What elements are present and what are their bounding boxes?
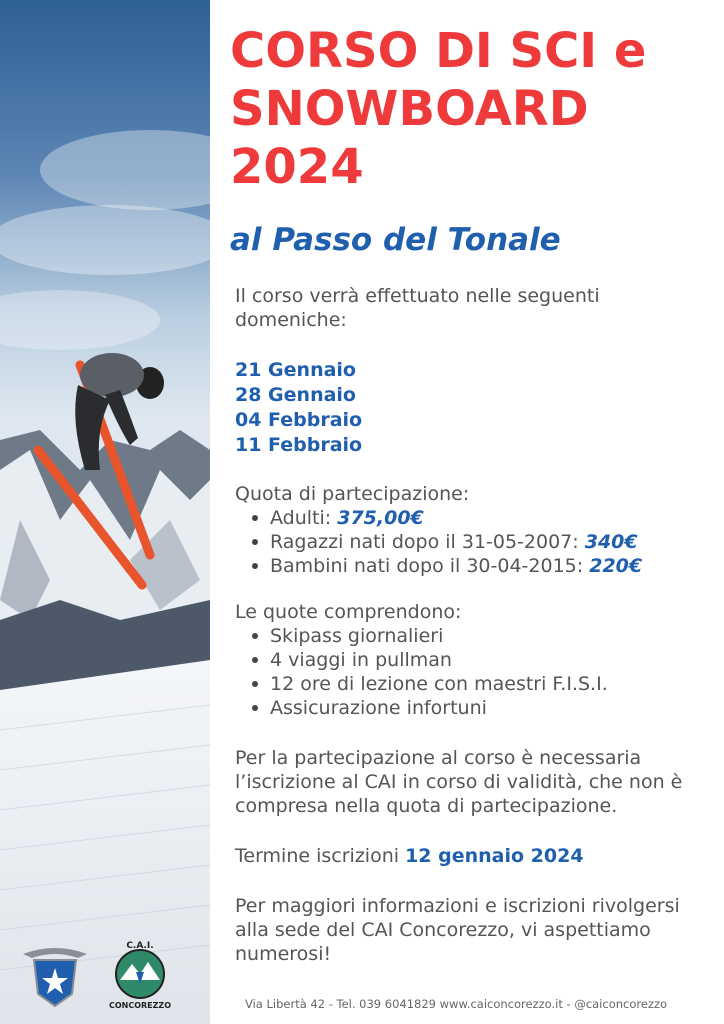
fee-price: 340€ (584, 531, 638, 553)
date-item: 04 Febbraio (235, 409, 363, 431)
fee-price: 220€ (589, 555, 643, 577)
include-item: Skipass giornalieri (248, 624, 710, 648)
fee-item (248, 530, 710, 554)
fee-price: 375,00€ (337, 507, 424, 529)
deadline (235, 844, 710, 868)
fee-item (248, 506, 710, 530)
includes-heading: Le quote comprendono: (235, 601, 462, 623)
logo-top-text: C.A.I. (126, 941, 154, 951)
fees-list (230, 506, 710, 578)
flyer-content (230, 22, 710, 966)
fee-label: Bambini nati dopo il 30-04-2015: (270, 555, 590, 577)
date-item: 28 Gennaio (235, 384, 356, 406)
fees-heading: Quota di partecipazione: (235, 483, 470, 505)
requirement-text: Per la partecipazione al corso è necessaria l’iscrizione al CAI in corso di validità, che non è compresa nella quota di partecipazione. (235, 747, 683, 817)
page-title (230, 22, 710, 196)
cai-eagle-logo (20, 938, 90, 1010)
date-list (235, 358, 715, 458)
deadline-date: 12 gennaio 2024 (405, 845, 584, 867)
deadline-label: Termine iscrizioni (235, 845, 406, 867)
info-text: Per maggiori informazioni e iscrizioni rivolgersi alla sede del CAI Concorezzo, vi aspettiamo numerosi! (235, 895, 680, 965)
date-item: 11 Febbraio (235, 434, 363, 456)
footer-contact: Via Libertà 42 - Tel. 039 6041829 www.caiconcorezzo.it - @caiconcorezzo (245, 997, 668, 1011)
date-item: 21 Gennaio (235, 359, 356, 381)
fee-label: Ragazzi nati dopo il 31-05-2007: (270, 531, 585, 553)
title-line-2: SNOWBOARD (230, 81, 589, 137)
intro-text: Il corso verrà effettuato nelle seguenti domeniche: (235, 285, 600, 331)
include-item: 4 viaggi in pullman (248, 648, 710, 672)
title-line-1: CORSO DI SCI e (230, 23, 647, 79)
fee-label: Adulti: (270, 507, 338, 529)
cai-concorezzo-logo (108, 938, 172, 1010)
subtitle: al Passo del Tonale (230, 222, 561, 258)
includes-list (230, 624, 710, 720)
fee-item (248, 554, 710, 578)
include-item: Assicurazione infortuni (248, 696, 710, 720)
title-line-3: 2024 (230, 139, 364, 195)
include-item: 12 ore di lezione con maestri F.I.S.I. (248, 672, 710, 696)
logo-bottom-text: CONCOREZZO (108, 1001, 172, 1010)
skier-photo (0, 0, 210, 1024)
